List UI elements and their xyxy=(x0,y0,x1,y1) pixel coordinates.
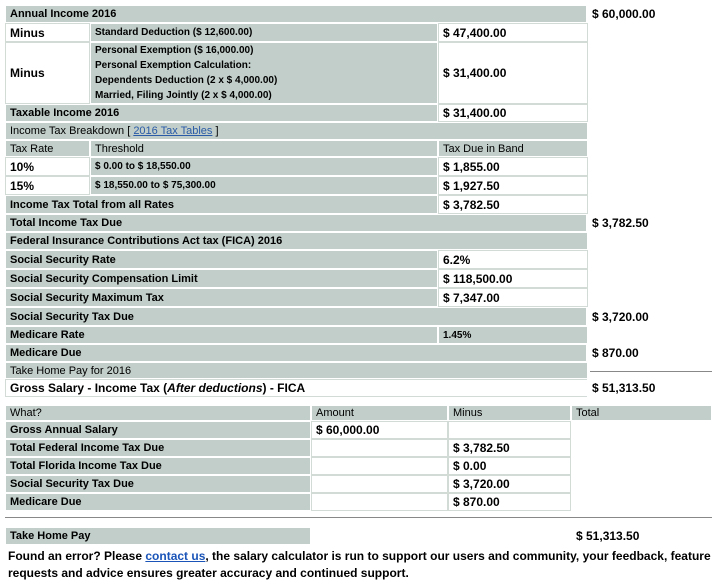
tax-total-label: Income Tax Total from all Rates xyxy=(5,195,438,214)
band-due: $ 1,927.50 xyxy=(438,176,588,195)
formula-pre: Gross Salary - Income Tax ( xyxy=(10,381,168,395)
summary-minus: $ 3,782.50 xyxy=(448,439,571,457)
take-home-title: Take Home Pay for 2016 xyxy=(5,362,588,379)
income-tax-due-row xyxy=(0,214,720,232)
summary-label: Medicare Due xyxy=(5,493,311,511)
ss-rate-row xyxy=(0,250,720,269)
take-home-value: $ 51,313.50 xyxy=(587,379,715,397)
summary-col-total: Total xyxy=(571,405,712,421)
standard-deduction-label: Standard Deduction ($ 12,600.00) xyxy=(90,23,438,42)
col-tax-rate: Tax Rate xyxy=(5,140,90,157)
summary-amount xyxy=(311,439,448,457)
summary-header-row xyxy=(0,405,720,421)
summary-col-amount: Amount xyxy=(311,405,448,421)
taxable-income-row xyxy=(0,104,720,122)
minus-label-2: Minus xyxy=(5,42,90,104)
summary-label: Total Florida Income Tax Due xyxy=(5,457,311,475)
medicare-rate-label: Medicare Rate xyxy=(5,326,438,344)
income-tax-due-label: Total Income Tax Due xyxy=(5,214,587,232)
take-home-formula xyxy=(5,379,588,397)
tax-total-value: $ 3,782.50 xyxy=(438,195,588,214)
taxable-income-label: Taxable Income 2016 xyxy=(5,104,438,122)
annual-income-label: Annual Income 2016 xyxy=(5,5,587,23)
summary-minus: $ 0.00 xyxy=(448,457,571,475)
breakdown-title xyxy=(5,122,588,140)
band-threshold: $ 18,550.00 to $ 75,300.00 xyxy=(90,176,438,195)
breakdown-title-end: ] xyxy=(215,125,219,137)
ss-limit-row xyxy=(0,269,720,288)
footer-note xyxy=(8,548,712,582)
annual-income-row xyxy=(0,5,720,23)
exemption-details xyxy=(90,42,438,104)
taxable-income-value: $ 31,400.00 xyxy=(438,104,588,122)
summary-amount: $ 60,000.00 xyxy=(311,421,448,439)
summary-row xyxy=(0,475,720,493)
standard-deduction-row xyxy=(0,23,720,42)
summary-amount xyxy=(311,457,448,475)
tax-band-row xyxy=(0,176,720,195)
band-rate: 10% xyxy=(5,157,90,176)
ss-limit-label: Social Security Compensation Limit xyxy=(5,269,438,288)
exemption-line: Personal Exemption ($ 16,000.00) xyxy=(95,45,254,56)
summary-row xyxy=(0,493,720,511)
medicare-rate-value: 1.45% xyxy=(438,326,588,344)
exemption-value: $ 31,400.00 xyxy=(438,42,588,104)
footer-pre: Found an error? Please xyxy=(8,549,146,563)
tax-total-row xyxy=(0,195,720,214)
band-rate: 15% xyxy=(5,176,90,195)
summary-row xyxy=(0,421,720,439)
summary-minus xyxy=(448,421,571,439)
summary-col-what: What? xyxy=(5,405,311,421)
summary-label: Gross Annual Salary xyxy=(5,421,311,439)
summary-row xyxy=(0,457,720,475)
tax-tables-link[interactable]: 2016 Tax Tables xyxy=(133,125,213,137)
summary-take-home-label: Take Home Pay xyxy=(5,527,311,545)
breakdown-title-text: Income Tax Breakdown [ xyxy=(10,125,131,137)
formula-italic: After deductions xyxy=(167,381,263,395)
medicare-due-row xyxy=(0,344,720,362)
summary-divider xyxy=(5,517,712,518)
summary-amount xyxy=(311,493,448,511)
ss-rate-value: 6.2% xyxy=(438,250,588,269)
income-tax-due-value: $ 3,782.50 xyxy=(587,214,715,232)
take-home-divider xyxy=(590,371,712,372)
exemption-line: Dependents Deduction (2 x $ 4,000.00) xyxy=(95,75,278,86)
tax-band-row xyxy=(0,157,720,176)
fica-title: Federal Insurance Contributions Act tax (FICA) 2016 xyxy=(5,232,588,250)
band-due: $ 1,855.00 xyxy=(438,157,588,176)
ss-due-row xyxy=(0,307,720,326)
ss-limit-value: $ 118,500.00 xyxy=(438,269,588,288)
medicare-due-label: Medicare Due xyxy=(5,344,587,362)
footer-post: , the salary calculator is run to support our users and community, your feedback, feature requests and advice ensures greater accuracy and continued support. xyxy=(8,549,711,580)
summary-label: Social Security Tax Due xyxy=(5,475,311,493)
ss-due-value: $ 3,720.00 xyxy=(587,307,715,326)
annual-income-value: $ 60,000.00 xyxy=(587,5,715,23)
personal-exemption-row xyxy=(0,42,720,104)
medicare-due-value: $ 870.00 xyxy=(587,344,715,362)
minus-label: Minus xyxy=(5,23,90,42)
exemption-line: Married, Filing Jointly (2 x $ 4,000.00) xyxy=(95,90,272,101)
col-threshold: Threshold xyxy=(90,140,438,157)
breakdown-title-row xyxy=(0,122,720,140)
exemption-line: Personal Exemption Calculation: xyxy=(95,60,252,71)
summary-label: Total Federal Income Tax Due xyxy=(5,439,311,457)
summary-minus: $ 3,720.00 xyxy=(448,475,571,493)
ss-due-label: Social Security Tax Due xyxy=(5,307,587,326)
summary-amount xyxy=(311,475,448,493)
breakdown-header-row xyxy=(0,140,720,157)
medicare-rate-row xyxy=(0,326,720,344)
summary-take-home-row xyxy=(0,527,720,545)
ss-max-label: Social Security Maximum Tax xyxy=(5,288,438,307)
summary-col-minus: Minus xyxy=(448,405,571,421)
standard-deduction-value: $ 47,400.00 xyxy=(438,23,588,42)
ss-max-value: $ 7,347.00 xyxy=(438,288,588,307)
formula-post: ) - FICA xyxy=(262,381,306,395)
summary-minus: $ 870.00 xyxy=(448,493,571,511)
band-threshold: $ 0.00 to $ 18,550.00 xyxy=(90,157,438,176)
summary-row xyxy=(0,439,720,457)
take-home-formula-row xyxy=(0,379,720,397)
ss-rate-label: Social Security Rate xyxy=(5,250,438,269)
summary-take-home-value: $ 51,313.50 xyxy=(571,527,712,545)
col-tax-due: Tax Due in Band xyxy=(438,140,588,157)
fica-title-row xyxy=(0,232,720,250)
contact-us-link[interactable]: contact us xyxy=(145,549,206,563)
ss-max-row xyxy=(0,288,720,307)
